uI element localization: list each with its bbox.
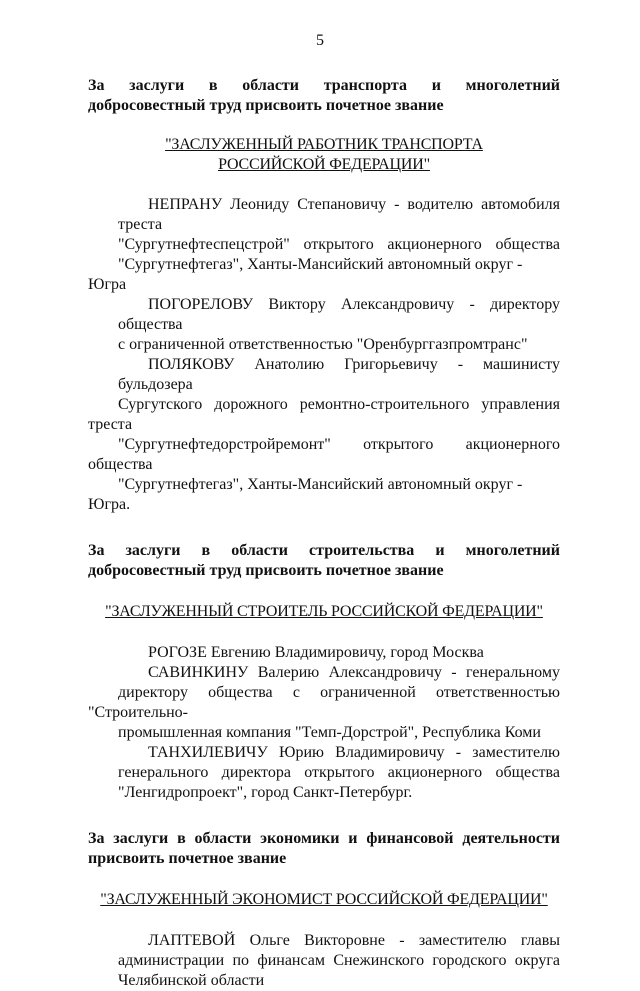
intro-line: присвоить почетное звание: [88, 850, 287, 867]
nominee-line: Сургутского дорожного ремонтно-строительного управления треста: [88, 396, 560, 433]
page-number: 5: [316, 32, 324, 49]
nominee-entry: [88, 643, 560, 663]
nominee-line: ПОЛЯКОВУ Анатолию Григорьевичу - машинисту бульдозера: [118, 356, 560, 393]
award-section-economics: [88, 829, 560, 991]
award-section-construction: [88, 541, 560, 803]
nominee-list: [88, 931, 560, 991]
intro-line: За заслуги в области строительства и многолетний: [88, 542, 560, 559]
section-intro: [88, 76, 560, 116]
nominee-line: "Сургутнефтегаз", Ханты-Мансийский автономный округ - Югра: [88, 256, 523, 293]
nominee-entry: [88, 355, 560, 515]
award-title-line: "ЗАСЛУЖЕННЫЙ СТРОИТЕЛЬ РОССИЙСКОЙ ФЕДЕРАЦИИ": [105, 603, 543, 620]
nominee-line: ПОГОРЕЛОВУ Виктору Александровичу - директору общества: [118, 296, 560, 333]
intro-line: За заслуги в области экономики и финансовой деятельности: [88, 830, 560, 847]
intro-line: За заслуги в области транспорта и многолетний: [88, 77, 560, 94]
nominee-line: ТАНХИЛЕВИЧУ Юрию Владимировичу - заместителю: [148, 744, 560, 761]
nominee-line: с ограниченной ответственностью "Оренбурггазпромтранс": [118, 336, 528, 353]
award-title-line: "ЗАСЛУЖЕННЫЙ РАБОТНИК ТРАНСПОРТА: [165, 136, 483, 153]
nominee-line: Челябинской области: [118, 972, 265, 989]
award-section-transport: [88, 76, 560, 515]
nominee-line: "Ленгидропроект", город Санкт-Петербург.: [118, 784, 413, 801]
nominee-line: генерального директора открытого акционерного общества: [118, 764, 560, 781]
nominee-line: промышленная компания "Темп-Дорстрой", Республика Коми: [118, 724, 541, 741]
nominee-list: [88, 643, 560, 803]
nominee-entry: [88, 663, 560, 743]
intro-line: добросовестный труд присвоить почетное звание: [88, 562, 444, 579]
nominee-line: "Сургутнефтеспецстрой" открытого акционерного общества: [118, 236, 560, 253]
award-title: [88, 602, 560, 622]
nominee-line: РОГОЗЕ Евгению Владимировичу, город Москва: [148, 644, 484, 661]
intro-line: добросовестный труд присвоить почетное звание: [88, 97, 444, 114]
award-title-line: "ЗАСЛУЖЕННЫЙ ЭКОНОМИСТ РОССИЙСКОЙ ФЕДЕРАЦИИ": [100, 891, 548, 908]
nominee-line: "Сургутнефтегаз", Ханты-Мансийский автономный округ - Югра.: [88, 476, 523, 513]
award-title: [88, 135, 560, 175]
nominee-line: директору общества с ограниченной ответственностью "Строительно-: [88, 684, 560, 721]
award-title-line: РОССИЙСКОЙ ФЕДЕРАЦИИ": [218, 156, 430, 173]
award-title: [88, 890, 560, 910]
nominee-list: [88, 195, 560, 515]
nominee-entry: [88, 295, 560, 355]
nominee-entry: [88, 931, 560, 991]
section-intro: [88, 829, 560, 869]
nominee-line: "Сургутнефтедорстройремонт" открытого акционерного общества: [88, 436, 560, 473]
nominee-line: ЛАПТЕВОЙ Ольге Викторовне - заместителю главы: [148, 932, 560, 949]
nominee-line: НЕПРАНУ Леониду Степановичу - водителю автомобиля треста: [118, 196, 560, 233]
nominee-entry: [88, 743, 560, 803]
document-body: [88, 76, 560, 991]
nominee-line: САВИНКИНУ Валерию Александровичу - генеральному: [148, 664, 560, 681]
nominee-entry: [88, 195, 560, 295]
section-intro: [88, 541, 560, 581]
nominee-line: администрации по финансам Снежинского городского округа: [118, 952, 560, 969]
